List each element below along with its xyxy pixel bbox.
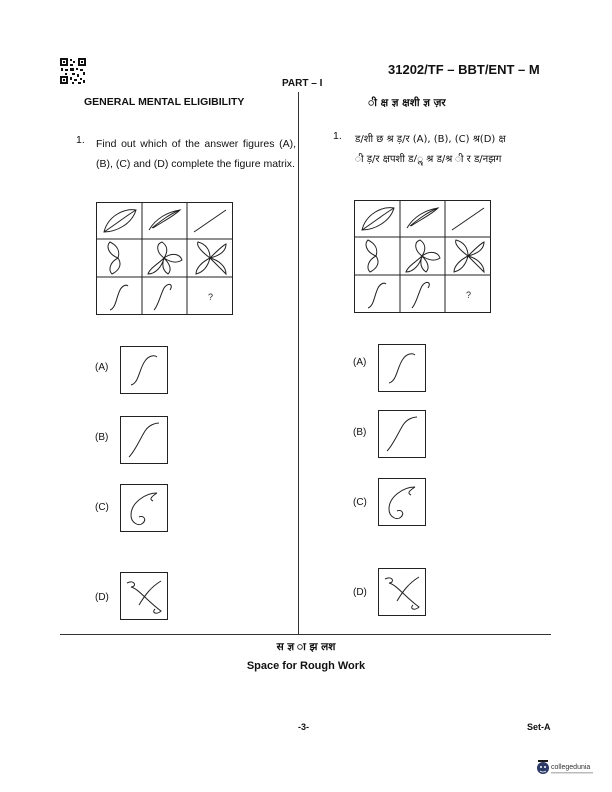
leaf-shape-icon <box>362 208 394 230</box>
option-b-label-en[interactable]: (B) <box>95 432 109 443</box>
hook-curve-small-icon <box>154 284 171 310</box>
option-c-label-en[interactable]: (C) <box>95 502 109 513</box>
matrix-question-mark: ? <box>208 292 214 302</box>
s-curve-small-icon <box>368 283 386 308</box>
section-title-en: GENERAL MENTAL ELIGIBILITY <box>84 96 245 108</box>
four-petal-icon <box>196 242 226 274</box>
question-text-hi-line2: ी ड़/र क्षपशी ड/ॣ श्र ड/श्र ी र ड/नझग <box>355 154 502 165</box>
four-petal-icon <box>454 240 484 272</box>
double-curl-icon[interactable] <box>120 572 168 620</box>
double-curl-icon[interactable] <box>378 568 426 616</box>
spiral-curve-icon[interactable] <box>378 478 426 526</box>
thin-leaf-icon <box>407 208 438 228</box>
matrix-question-mark: ? <box>466 290 472 300</box>
question-number-hi: 1. <box>333 130 342 142</box>
figure-matrix-hi <box>354 200 491 313</box>
paper-code: 31202/TF – BBT/ENT – M <box>388 62 540 77</box>
hook-curve-icon[interactable] <box>378 410 426 458</box>
figure-matrix-en <box>96 202 233 315</box>
option-a-label-en[interactable]: (A) <box>95 362 109 373</box>
question-text-en: Find out which of the answer figures (A), (B), (C) and (D) complete the figure matrix. <box>96 138 296 170</box>
s-curve-icon[interactable] <box>378 344 426 392</box>
column-divider <box>298 92 299 634</box>
page-number: -3- <box>298 722 309 732</box>
option-c-label-hi[interactable]: (C) <box>353 497 367 508</box>
section-title-hi: ी क्ष ज्ञ क्षशी ज्ञ ज़र <box>368 97 446 109</box>
set-label: Set-A <box>527 722 551 732</box>
rough-work-title-hi: स ज्ञ ा झ लश <box>276 641 336 653</box>
rough-work-title-en: Space for Rough Work <box>246 660 366 672</box>
three-petal-icon <box>406 240 440 272</box>
thin-leaf-icon <box>149 210 180 230</box>
line-icon <box>452 208 484 230</box>
part-heading: PART – I <box>282 78 323 89</box>
option-d-label-en[interactable]: (D) <box>95 592 109 603</box>
line-icon <box>194 210 226 232</box>
three-petal-icon <box>148 242 182 274</box>
collegedunia-logo <box>536 756 596 780</box>
two-petal-icon <box>108 242 120 274</box>
option-a-label-hi[interactable]: (A) <box>353 357 367 368</box>
question-number-en: 1. <box>76 134 85 146</box>
two-petal-icon <box>366 240 378 272</box>
option-b-label-hi[interactable]: (B) <box>353 427 367 438</box>
qr-code-icon <box>60 58 86 84</box>
hook-curve-icon[interactable] <box>120 416 168 464</box>
question-text-hi-line1: ड/शी छ श्र ड़/र (A), (B), (C) श्र(D) क्ष <box>355 134 506 145</box>
rough-work-divider <box>60 634 551 635</box>
hook-curve-small-icon <box>412 282 429 308</box>
s-curve-small-icon <box>110 285 128 310</box>
question-text-hi <box>355 130 555 170</box>
leaf-shape-icon <box>104 210 136 232</box>
spiral-curve-icon[interactable] <box>120 484 168 532</box>
logo-text: collegedunia <box>551 764 591 771</box>
s-curve-icon[interactable] <box>120 346 168 394</box>
option-d-label-hi[interactable]: (D) <box>353 587 367 598</box>
